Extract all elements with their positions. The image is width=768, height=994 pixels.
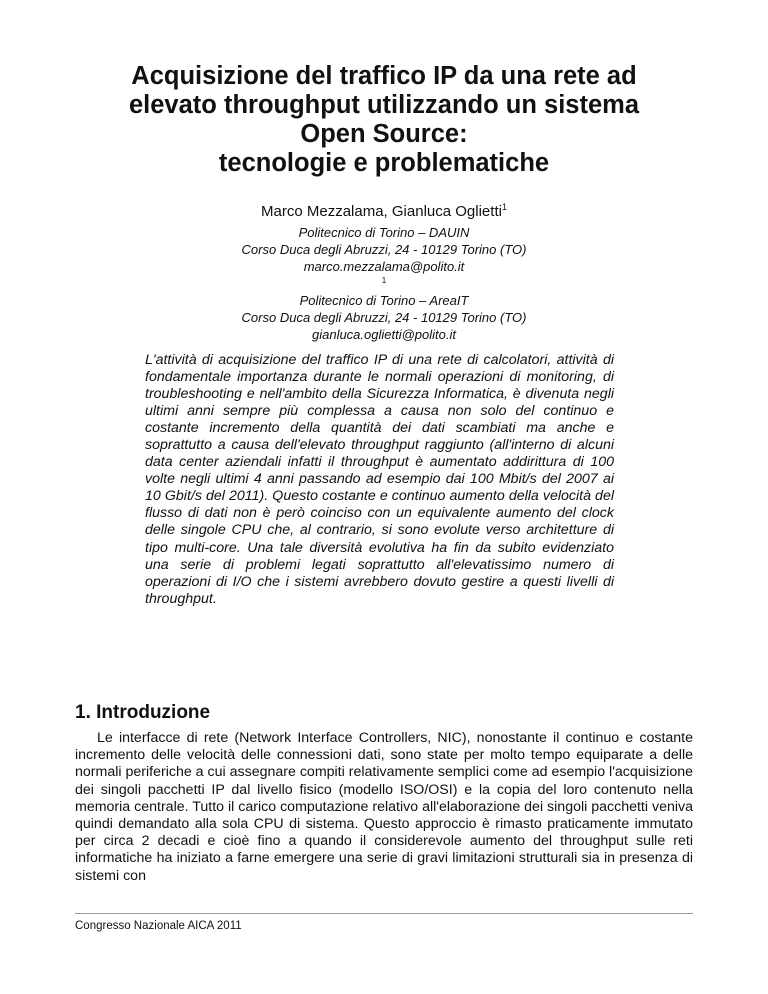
affiliations: [0, 224, 768, 343]
footer-divider: [75, 913, 693, 914]
author-list: [0, 203, 768, 221]
affiliation-line: Corso Duca degli Abruzzi, 24 - 10129 Torino (TO): [241, 310, 527, 325]
abstract: L'attività di acquisizione del traffico IP di una rete di calcolatori, attività di fondamentale importanza durante le normali operazioni di monitoring, di troubleshooting e nell'ambito della Sicurezza Informatica, è divenuta negli ultimi anni sempre più complessa a causa non solo del continuo e costante incremento della quantità dei dati scambiati ma anche e soprattutto a causa dell'elevato throughput raggiunto (all'interno di alcuni data center aziendali infatti il throughput è aumentato addirittura di 100 volte negli ultimi 4 anni passando ad esempio dai 100 Mbit/s del 2007 ai 10 Gbit/s del 2011). Questo costante e continuo aumento della velocità del flusso di dati non è però coinciso con un equivalente aumento del clock delle singole CPU che, al contrario, si sono evolute verso architetture di tipo multi-core. Una tale diversità evolutiva ha fin da subito evidenziato una serie di problemi legati soprattutto all'elevatissimo numero di operazioni di I/O che i sistemi avrebbero dovuto gestire a questi livelli di throughput.: [145, 352, 614, 607]
affiliation-line: Politecnico di Torino – DAUIN: [298, 225, 470, 240]
title-line: Open Source:: [300, 120, 468, 148]
title-line: elevato throughput utilizzando un sistema: [128, 91, 640, 119]
affiliation-footnote-marker: 1: [381, 276, 387, 285]
authors-text: Marco Mezzalama, Gianluca Oglietti: [261, 203, 502, 220]
author-footnote-marker: 1: [501, 202, 507, 212]
page-footer: Congresso Nazionale AICA 2011: [75, 920, 242, 932]
affiliation-line: $^1$ Politecnico di Torino – AreaIT: [299, 276, 469, 308]
author-email: marco.mezzalama@polito.it: [303, 259, 465, 274]
paper-title: [60, 62, 708, 178]
author-email: gianluca.oglietti@polito.it: [311, 327, 456, 342]
title-line: tecnologie e problematiche: [218, 149, 550, 177]
section-body: Le interfacce di rete (Network Interface Controllers, NIC), nonostante il continuo e costante incremento delle velocità delle connessioni dati, sono state per molto tempo equiparate a delle normali periferiche a cui assegnare compiti relativamente semplici come ad esempio l'acquisizione dei singoli pacchetti IP dal livello fisico (modello ISO/OSI) e la copia del loro contenuto nella memoria centrale. Tutto il carico computazione relativo all'elaborazione dei singoli pacchetti veniva quindi demandato alla sola CPU di sistema. Questo approccio è rimasto praticamente immutato per circa 2 decadi e cioè fino a quando il considerevole aumento del throughput sulle reti informatiche ha iniziato a farne emergere una serie di gravi limitazioni strutturali sia in presenza di sistemi con: [75, 730, 693, 884]
section-heading: 1. Introduzione: [75, 702, 211, 723]
title-line: Acquisizione del traffico IP da una rete ad: [131, 62, 637, 90]
affiliation-line: Corso Duca degli Abruzzi, 24 - 10129 Torino (TO): [241, 242, 527, 257]
